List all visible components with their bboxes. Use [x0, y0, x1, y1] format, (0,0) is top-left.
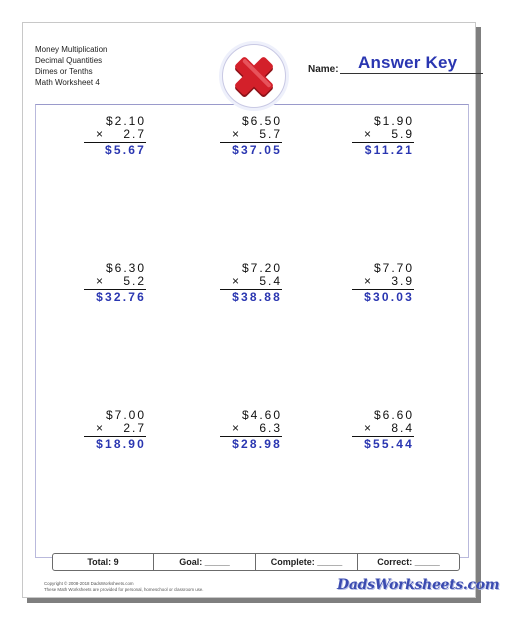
title-line: Decimal Quantities: [35, 56, 103, 65]
multiplier: 5.4: [259, 274, 282, 288]
times-sign: ×: [364, 421, 372, 435]
multiplier-row: [352, 422, 414, 435]
times-sign: ×: [232, 274, 240, 288]
multiplicand: $2.10: [105, 114, 146, 128]
score-bar: [52, 553, 460, 571]
multiplier: 5.2: [123, 274, 146, 288]
multiplicand: $6.60: [373, 408, 414, 422]
times-sign: ×: [232, 127, 240, 141]
multiplier: 2.7: [123, 127, 146, 141]
problem: [352, 409, 414, 451]
multiplicand: $4.60: [241, 408, 282, 422]
copyright-notice: [44, 581, 204, 593]
multiplier: 6.3: [259, 421, 282, 435]
answer: $37.05: [232, 143, 282, 157]
title-line: Math Worksheet 4: [35, 78, 100, 87]
multiplier-row: [220, 275, 282, 288]
problem: [84, 409, 146, 451]
problem: [84, 262, 146, 304]
answer: $32.76: [96, 290, 146, 304]
problem: [220, 409, 282, 451]
multiplier-row: [220, 422, 282, 435]
answer-key-badge: [222, 44, 286, 108]
problem: [220, 262, 282, 304]
total-field: Total: 9: [87, 557, 119, 567]
multiplicand: $1.90: [373, 114, 414, 128]
problem: [352, 262, 414, 304]
problem: [220, 115, 282, 157]
problem-area-frame: [35, 104, 469, 558]
title-line: Dimes or Tenths: [35, 67, 93, 76]
answer: $5.67: [104, 143, 146, 157]
times-sign: ×: [96, 127, 104, 141]
answer: $28.98: [232, 437, 282, 451]
site-logo[interactable]: DadsWorksheets.com: [337, 577, 500, 593]
multiplier-row: [84, 128, 146, 141]
multiplier: 8.4: [391, 421, 414, 435]
multiplicand: $7.70: [373, 261, 414, 275]
multiplicand: $6.50: [241, 114, 282, 128]
copyright-line: Copyright © 2008-2018 DadsWorksheets.com: [44, 581, 134, 586]
goal-field: Goal: _____: [179, 557, 230, 567]
times-sign: ×: [232, 421, 240, 435]
multiplier: 5.9: [391, 127, 414, 141]
multiplier: 2.7: [123, 421, 146, 435]
multiplicand: $6.30: [105, 261, 146, 275]
title-line: Money Multiplication: [35, 45, 108, 54]
times-sign: ×: [364, 127, 372, 141]
multiplier-row: [352, 128, 414, 141]
multiplier-row: [84, 275, 146, 288]
answer: $55.44: [364, 437, 414, 451]
answer: $11.21: [364, 143, 414, 157]
answer: $30.03: [364, 290, 414, 304]
multiplier-row: [84, 422, 146, 435]
multiplicand: $7.20: [241, 261, 282, 275]
name-label: Name:: [308, 64, 339, 75]
complete-field: Complete: _____: [270, 557, 343, 567]
name-underline: [340, 73, 483, 74]
multiplier: 3.9: [391, 274, 414, 288]
problem: [84, 115, 146, 157]
times-sign: ×: [96, 421, 104, 435]
answer-key-text: Answer Key: [358, 53, 458, 72]
multiplier-row: [220, 128, 282, 141]
multiplier: 5.7: [259, 127, 282, 141]
copyright-line: These Math Worksheets are provided for personal, homeschool or classroom use.: [44, 587, 204, 592]
red-x-icon: [223, 45, 285, 107]
answer: $18.90: [96, 437, 146, 451]
answer: $38.88: [232, 290, 282, 304]
times-sign: ×: [364, 274, 372, 288]
problem: [352, 115, 414, 157]
correct-field: Correct: _____: [377, 557, 440, 567]
multiplier-row: [352, 275, 414, 288]
times-sign: ×: [96, 274, 104, 288]
multiplicand: $7.00: [105, 408, 146, 422]
worksheet-title: [35, 44, 107, 88]
